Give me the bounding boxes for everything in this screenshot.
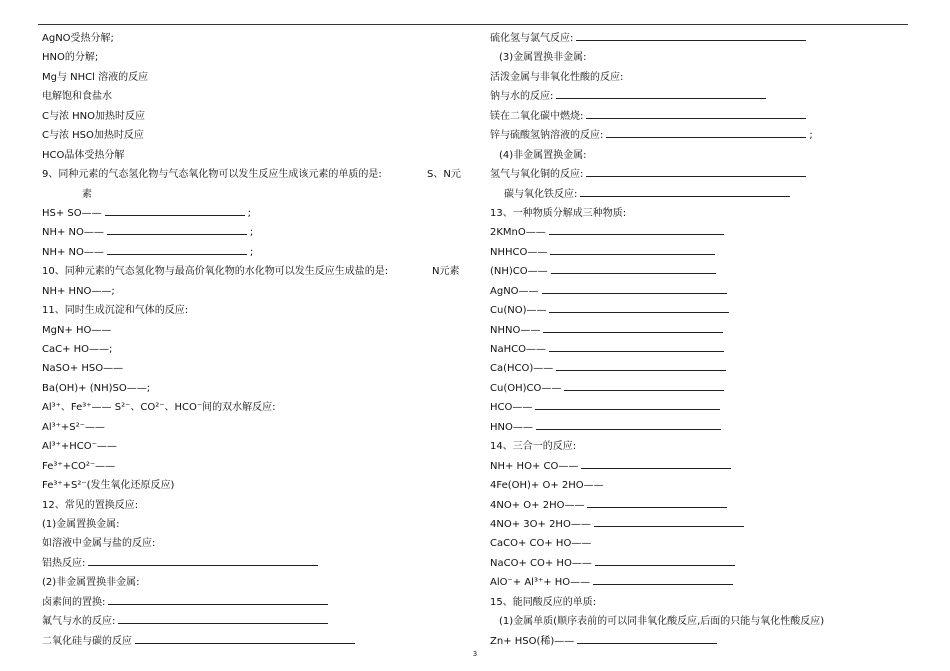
left-line — [42, 165, 467, 184]
right-line — [490, 204, 910, 223]
line-text: HNO的分解; — [42, 52, 99, 64]
line-text: C与浓 HNO加热时反应 — [42, 110, 146, 122]
answer-blank[interactable] — [594, 516, 744, 527]
left-line — [42, 146, 467, 165]
left-line — [42, 612, 467, 631]
left-line — [42, 515, 467, 534]
line-text: HCO晶体受热分解 — [42, 149, 125, 161]
right-line — [490, 185, 910, 204]
page-number: 3 — [472, 650, 478, 658]
line-text: 10、同种元素的气态氢化物与最高价氧化物的水化物可以发生反应生成盐的是: — [42, 266, 389, 278]
answer-blank[interactable] — [549, 341, 724, 352]
line-text: 4Fe(OH)+ O+ 2HO—— — [490, 480, 604, 492]
left-line — [42, 476, 467, 495]
left-line — [42, 418, 467, 437]
answer-blank[interactable] — [536, 419, 721, 430]
answer-blank[interactable] — [107, 244, 247, 255]
left-line — [42, 496, 467, 515]
right-line — [490, 262, 910, 281]
line-text: 铝热反应: — [42, 557, 86, 569]
right-line — [490, 418, 910, 437]
line-text: 15、能同酸反应的单质: — [490, 596, 597, 608]
left-line — [42, 593, 467, 612]
answer-blank[interactable] — [135, 633, 355, 644]
right-line — [490, 359, 910, 378]
answer-blank[interactable] — [595, 555, 735, 566]
left-line — [42, 379, 467, 398]
line-text: NaSO+ HSO—— — [42, 363, 124, 375]
right-column — [490, 29, 910, 651]
left-line — [42, 223, 467, 242]
left-column — [42, 29, 467, 651]
line-tail: ; — [249, 246, 254, 258]
right-line — [490, 515, 910, 534]
line-text: AlO⁻+ Al³⁺+ HO—— — [490, 577, 591, 589]
line-text: C与浓 HSO加热时反应 — [42, 130, 144, 142]
answer-blank[interactable] — [581, 458, 731, 469]
left-line — [42, 340, 467, 359]
right-line — [490, 632, 910, 651]
line-text: NaCO+ CO+ HO—— — [490, 557, 592, 569]
line-text: 二氧化硅与碳的反应 — [42, 635, 132, 647]
answer-blank[interactable] — [556, 88, 766, 99]
left-line — [42, 632, 467, 651]
line-text: (1)金属单质(顺序表前的可以同非氧化酸反应,后面的只能与氧化性酸反应) — [499, 616, 825, 628]
right-line — [490, 146, 910, 165]
line-text: NH+ HNO——; — [42, 285, 115, 297]
answer-blank[interactable] — [107, 224, 247, 235]
line-text: 素 — [82, 188, 92, 200]
left-line — [42, 204, 467, 223]
line-text: 13、一种物质分解成三种物质: — [490, 207, 627, 219]
right-line — [490, 243, 910, 262]
right-line — [490, 554, 910, 573]
line-text: 硫化氢与氯气反应: — [490, 33, 574, 44]
right-line — [490, 612, 910, 631]
line-text: 2KMnO—— — [490, 227, 546, 239]
left-line — [42, 359, 467, 378]
line-text: Mg与 NHCl 溶液的反应 — [42, 71, 149, 83]
left-line — [42, 243, 467, 262]
line-text: (2)非金属置换非金属: — [42, 577, 140, 589]
answer-blank[interactable] — [88, 555, 318, 566]
right-line — [490, 282, 910, 301]
line-tail: ; — [247, 207, 252, 219]
header-rule — [38, 24, 908, 25]
left-line — [42, 398, 467, 417]
line-text: 锌与硫酸氢钠溶液的反应: — [490, 130, 604, 142]
answer-blank[interactable] — [535, 399, 720, 410]
line-text: 卤素间的置换: — [42, 596, 106, 608]
left-line — [42, 282, 467, 301]
line-text: Fe³⁺+S²⁻(发生氧化还原反应) — [42, 480, 175, 492]
line-text: MgN+ HO—— — [42, 324, 112, 336]
left-line — [42, 534, 467, 553]
right-line — [490, 87, 910, 106]
line-text: Ca(HCO)—— — [490, 363, 554, 375]
line-text: CaCO+ CO+ HO—— — [490, 538, 592, 550]
line-text: Al³⁺、Fe³⁺—— S²⁻、CO²⁻、HCO⁻间的双水解反应: — [42, 402, 276, 414]
right-line — [490, 68, 910, 87]
answer-blank[interactable] — [586, 108, 806, 119]
line-text: NHHCO—— — [490, 246, 548, 258]
line-text: (3)金属置换非金属: — [499, 52, 587, 64]
right-line — [490, 48, 910, 67]
line-text: HNO—— — [490, 421, 533, 433]
line-text: NH+ NO—— — [42, 227, 104, 239]
line-text: Al³⁺+HCO⁻—— — [42, 441, 117, 453]
line-text: (NH)CO—— — [490, 266, 548, 278]
left-line — [42, 126, 467, 145]
line-text: NH+ NO—— — [42, 246, 104, 258]
line-text: 11、同时生成沉淀和气体的反应: — [42, 305, 189, 317]
answer-blank[interactable] — [542, 283, 727, 294]
line-text: 钠与水的反应: — [490, 91, 554, 103]
right-line — [490, 321, 910, 340]
line-text: 氟气与水的反应: — [42, 616, 116, 628]
right-line — [490, 301, 910, 320]
line-text: 9、同种元素的气态氢化物与气态氧化物可以发生反应生成该元素的单质的是: — [42, 169, 382, 181]
line-tail: N元素 — [432, 266, 460, 278]
line-tail: ; — [249, 227, 254, 239]
line-text: (4)非金属置换金属: — [499, 149, 587, 161]
answer-blank[interactable] — [118, 613, 328, 624]
line-text: AgNO—— — [490, 285, 539, 297]
right-line — [490, 379, 910, 398]
answer-blank[interactable] — [543, 322, 723, 333]
left-line — [42, 107, 467, 126]
answer-blank[interactable] — [564, 380, 724, 391]
line-text: 14、三合一的反应: — [490, 441, 577, 453]
line-text: Ba(OH)+ (NH)SO——; — [42, 382, 151, 394]
left-line — [42, 29, 467, 48]
right-line — [490, 29, 910, 48]
right-line — [490, 593, 910, 612]
line-text: AgNO受热分解; — [42, 33, 114, 44]
left-line — [42, 262, 467, 281]
line-text: HCO—— — [490, 402, 533, 414]
line-text: (1)金属置换金属: — [42, 518, 120, 530]
right-line — [490, 476, 910, 495]
left-line — [42, 437, 467, 456]
line-text: HS+ SO—— — [42, 207, 102, 219]
right-line — [490, 165, 910, 184]
right-line — [490, 340, 910, 359]
right-line — [490, 534, 910, 553]
line-text: Fe³⁺+CO²⁻—— — [42, 460, 116, 472]
line-text: 4NO+ O+ 2HO—— — [490, 499, 585, 511]
line-text: 镁在二氧化碳中燃烧: — [490, 110, 584, 122]
answer-blank[interactable] — [576, 30, 806, 41]
answer-blank[interactable] — [551, 263, 716, 274]
right-line — [490, 223, 910, 242]
answer-blank[interactable] — [593, 574, 733, 585]
left-line — [42, 68, 467, 87]
line-tail: S、N元 — [427, 169, 461, 181]
right-line — [490, 398, 910, 417]
line-text: 活泼金属与非氧化性酸的反应: — [490, 71, 624, 83]
right-line — [490, 126, 910, 145]
line-text: 4NO+ 3O+ 2HO—— — [490, 518, 591, 530]
line-text: Cu(NO)—— — [490, 305, 547, 317]
answer-blank[interactable] — [586, 166, 806, 177]
answer-blank[interactable] — [606, 127, 806, 138]
line-text: CaC+ HO——; — [42, 344, 113, 355]
line-text: Cu(OH)CO—— — [490, 382, 562, 394]
line-text: 氢气与氧化铜的反应: — [490, 169, 584, 181]
answer-blank[interactable] — [549, 302, 729, 313]
answer-blank[interactable] — [587, 497, 727, 508]
left-line — [42, 554, 467, 573]
left-line — [42, 87, 467, 106]
left-line — [42, 185, 467, 204]
line-text: 碳与氧化铁反应: — [504, 188, 578, 200]
right-line — [490, 107, 910, 126]
right-line — [490, 437, 910, 456]
answer-blank[interactable] — [549, 224, 724, 235]
answer-blank[interactable] — [105, 205, 245, 216]
answer-blank[interactable] — [108, 594, 328, 605]
line-text: 12、常见的置换反应: — [42, 499, 139, 511]
answer-blank[interactable] — [556, 360, 726, 371]
line-text: 电解饱和食盐水 — [42, 91, 112, 103]
answer-blank[interactable] — [577, 633, 717, 644]
line-tail: ; — [809, 130, 813, 142]
line-text: NH+ HO+ CO—— — [490, 460, 579, 472]
line-text: NHNO—— — [490, 324, 541, 336]
right-line — [490, 573, 910, 592]
line-text: Zn+ HSO(稀)—— — [490, 635, 575, 647]
line-text: 如溶液中金属与盐的反应: — [42, 538, 156, 550]
left-line — [42, 321, 467, 340]
answer-blank[interactable] — [580, 186, 790, 197]
line-text: NaHCO—— — [490, 344, 546, 355]
left-line — [42, 573, 467, 592]
left-line — [42, 301, 467, 320]
left-line — [42, 48, 467, 67]
left-line — [42, 457, 467, 476]
right-line — [490, 496, 910, 515]
line-text: Al³⁺+S²⁻—— — [42, 421, 105, 433]
answer-blank[interactable] — [550, 244, 715, 255]
right-line — [490, 457, 910, 476]
